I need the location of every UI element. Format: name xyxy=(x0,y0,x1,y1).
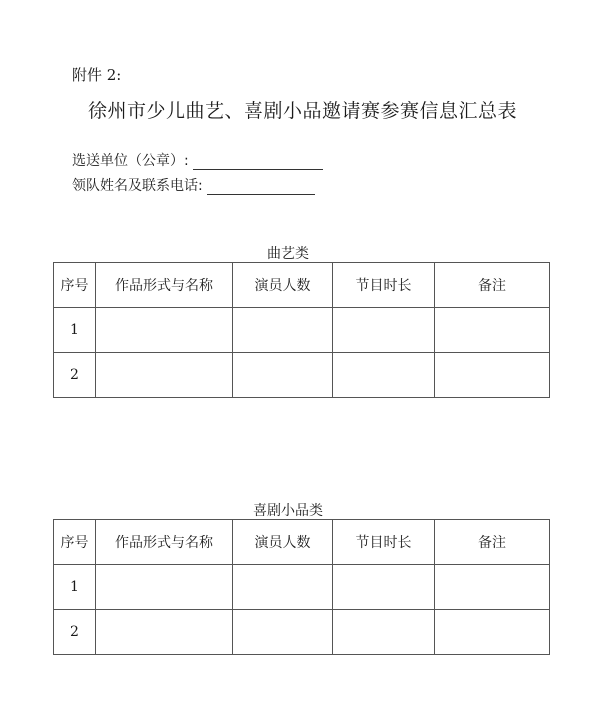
unit-label: 选送单位（公章）: xyxy=(72,153,189,169)
table-row xyxy=(54,610,550,655)
table-row xyxy=(54,308,550,353)
work-name-cell[interactable] xyxy=(96,308,233,353)
work-name-cell[interactable] xyxy=(96,565,233,610)
comedy-table xyxy=(53,519,550,655)
header-actor-count: 演员人数 xyxy=(233,263,333,308)
row-index: 2 xyxy=(54,610,96,655)
actor-count-cell[interactable] xyxy=(233,565,333,610)
duration-cell[interactable] xyxy=(333,353,435,398)
table-header-row xyxy=(54,263,550,308)
duration-cell[interactable] xyxy=(333,565,435,610)
actor-count-cell[interactable] xyxy=(233,353,333,398)
unit-field xyxy=(72,150,323,170)
remark-cell[interactable] xyxy=(435,610,550,655)
leader-label: 领队姓名及联系电话: xyxy=(72,178,203,194)
table-row xyxy=(54,565,550,610)
header-actor-count: 演员人数 xyxy=(233,520,333,565)
actor-count-cell[interactable] xyxy=(233,308,333,353)
table-header-row xyxy=(54,520,550,565)
header-remark: 备注 xyxy=(435,263,550,308)
section-title-comedy: 喜剧小品类 xyxy=(253,503,323,519)
header-remark: 备注 xyxy=(435,520,550,565)
row-index: 2 xyxy=(54,353,96,398)
remark-cell[interactable] xyxy=(435,353,550,398)
header-work-name: 作品形式与名称 xyxy=(96,263,233,308)
section-title-quyi: 曲艺类 xyxy=(267,246,309,262)
header-index: 序号 xyxy=(54,263,96,308)
page-title: 徐州市少儿曲艺、喜剧小品邀请赛参赛信息汇总表 xyxy=(88,100,518,122)
row-index: 1 xyxy=(54,565,96,610)
unit-blank-line[interactable] xyxy=(193,155,323,170)
work-name-cell[interactable] xyxy=(96,353,233,398)
attachment-label: 附件 2: xyxy=(72,66,122,84)
duration-cell[interactable] xyxy=(333,308,435,353)
quyi-table xyxy=(53,262,550,398)
header-index: 序号 xyxy=(54,520,96,565)
header-work-name: 作品形式与名称 xyxy=(96,520,233,565)
leader-blank-line[interactable] xyxy=(207,180,315,195)
work-name-cell[interactable] xyxy=(96,610,233,655)
table-row xyxy=(54,353,550,398)
leader-field xyxy=(72,175,315,195)
row-index: 1 xyxy=(54,308,96,353)
header-duration: 节目时长 xyxy=(333,263,435,308)
remark-cell[interactable] xyxy=(435,565,550,610)
remark-cell[interactable] xyxy=(435,308,550,353)
actor-count-cell[interactable] xyxy=(233,610,333,655)
header-duration: 节目时长 xyxy=(333,520,435,565)
duration-cell[interactable] xyxy=(333,610,435,655)
